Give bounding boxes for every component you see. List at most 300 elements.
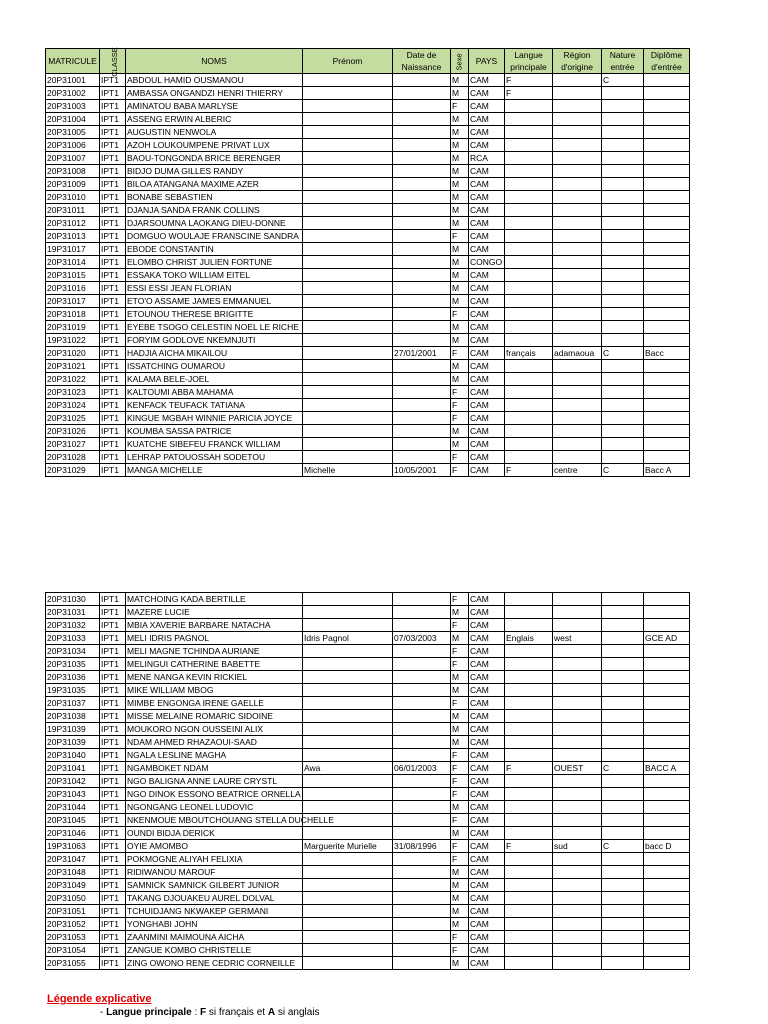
cell-nom: NGONGANG LEONEL LUDOVIC [126,801,303,814]
cell-sexe: M [451,256,469,269]
cell-diplome [644,736,690,749]
cell-pays: CAM [469,723,505,736]
cell-sexe: F [451,619,469,632]
header-prenom: Prénom [303,49,393,74]
cell-diplome [644,957,690,970]
cell-date-naissance [393,282,451,295]
cell-matricule: 20P31012 [46,217,100,230]
legend-title: Légende explicative [47,993,152,1005]
cell-date-naissance [393,256,451,269]
cell-classe: IPT1 [100,814,126,827]
cell-matricule: 20P31037 [46,697,100,710]
cell-prenom [303,658,393,671]
cell-prenom [303,606,393,619]
cell-region [553,308,602,321]
cell-langue [505,879,553,892]
cell-pays: CAM [469,931,505,944]
cell-matricule: 20P31053 [46,931,100,944]
cell-region [553,87,602,100]
cell-nom: NGO BALIGNA ANNE LAURE CRYSTL [126,775,303,788]
cell-region [553,373,602,386]
cell-langue: F [505,762,553,775]
cell-diplome [644,243,690,256]
cell-matricule: 20P31014 [46,256,100,269]
cell-langue: F [505,464,553,477]
cell-classe: IPT1 [100,308,126,321]
cell-nature [602,308,644,321]
cell-sexe: M [451,360,469,373]
table-row [46,866,690,879]
cell-nom: MELINGUI CATHERINE BABETTE [126,658,303,671]
cell-sexe: M [451,165,469,178]
cell-nom: ASSENG ERWIN ALBERIC [126,113,303,126]
cell-prenom [303,282,393,295]
table-row [46,178,690,191]
cell-langue [505,204,553,217]
cell-langue [505,269,553,282]
cell-pays: CAM [469,87,505,100]
cell-nature [602,269,644,282]
cell-nature [602,658,644,671]
cell-sexe: M [451,905,469,918]
cell-classe: IPT1 [100,593,126,606]
cell-region: sud [553,840,602,853]
cell-matricule: 20P31009 [46,178,100,191]
cell-prenom [303,827,393,840]
cell-region [553,425,602,438]
cell-region [553,204,602,217]
cell-nom: KALAMA BELE-JOEL [126,373,303,386]
cell-nom: MELI IDRIS PAGNOL [126,632,303,645]
cell-matricule: 20P31030 [46,593,100,606]
cell-matricule: 20P31025 [46,412,100,425]
cell-sexe: M [451,178,469,191]
cell-sexe: M [451,438,469,451]
cell-langue [505,905,553,918]
cell-date-naissance [393,879,451,892]
cell-pays: CAM [469,671,505,684]
legend-a: A [267,1007,276,1018]
cell-prenom [303,684,393,697]
cell-prenom [303,74,393,87]
cell-region [553,814,602,827]
table-row [46,438,690,451]
cell-nom: ISSATCHING OUMAROU [126,360,303,373]
cell-sexe: M [451,684,469,697]
cell-nature [602,295,644,308]
cell-pays: CAM [469,321,505,334]
cell-classe: IPT1 [100,282,126,295]
table-row [46,619,690,632]
cell-nature [602,256,644,269]
cell-sexe: F [451,593,469,606]
cell-date-naissance [393,749,451,762]
cell-region [553,152,602,165]
header-diplome: Diplôme d'entrée [644,49,690,74]
cell-langue [505,308,553,321]
cell-classe: IPT1 [100,295,126,308]
cell-langue [505,165,553,178]
cell-classe: IPT1 [100,321,126,334]
cell-matricule: 20P31028 [46,451,100,464]
cell-nature [602,931,644,944]
table-row [46,308,690,321]
cell-nature [602,360,644,373]
cell-nature [602,957,644,970]
cell-nature [602,399,644,412]
cell-sexe: M [451,957,469,970]
cell-date-naissance [393,931,451,944]
cell-sexe: F [451,464,469,477]
cell-prenom [303,788,393,801]
cell-pays: CAM [469,295,505,308]
cell-diplome: bacc D [644,840,690,853]
cell-classe: IPT1 [100,931,126,944]
cell-nom: ELOMBO CHRIST JULIEN FORTUNE [126,256,303,269]
cell-langue [505,697,553,710]
table-row [46,399,690,412]
table-row [46,723,690,736]
cell-nom: AMINATOU BABA MARLYSE [126,100,303,113]
cell-diplome [644,321,690,334]
cell-nature [602,606,644,619]
cell-region [553,113,602,126]
table-row [46,905,690,918]
cell-date-naissance [393,360,451,373]
cell-diplome [644,87,690,100]
cell-classe: IPT1 [100,373,126,386]
cell-date-naissance [393,944,451,957]
cell-diplome [644,451,690,464]
table-row [46,606,690,619]
cell-langue [505,386,553,399]
cell-classe: IPT1 [100,100,126,113]
cell-region [553,386,602,399]
cell-region [553,957,602,970]
table-row [46,918,690,931]
cell-prenom [303,879,393,892]
cell-sexe: F [451,944,469,957]
cell-langue [505,113,553,126]
cell-nom: NKENMOUE MBOUTCHOUANG STELLA DUCHELLE [127,815,334,825]
cell-nature [602,425,644,438]
cell-pays: CAM [469,645,505,658]
cell-date-naissance [393,918,451,931]
cell-diplome [644,814,690,827]
cell-nom: OUNDI BIDJA DERICK [126,827,303,840]
cell-nom: KENFACK TEUFACK TATIANA [126,399,303,412]
table-row [46,762,690,775]
cell-sexe: F [451,399,469,412]
cell-diplome [644,126,690,139]
cell-diplome [644,658,690,671]
cell-nature [602,87,644,100]
cell-matricule: 19P31039 [46,723,100,736]
cell-prenom [303,139,393,152]
cell-classe: IPT1 [100,87,126,100]
cell-prenom [303,905,393,918]
cell-prenom [303,230,393,243]
cell-diplome [644,113,690,126]
cell-sexe: M [451,113,469,126]
cell-sexe: M [451,74,469,87]
cell-prenom [303,126,393,139]
cell-region [553,593,602,606]
cell-diplome [644,905,690,918]
cell-sexe: M [451,269,469,282]
cell-nature [602,191,644,204]
cell-region [553,360,602,373]
table-row [46,191,690,204]
cell-diplome [644,775,690,788]
cell-classe: IPT1 [100,749,126,762]
cell-matricule: 20P31043 [46,788,100,801]
cell-region [553,606,602,619]
cell-diplome [644,749,690,762]
cell-nom: YONGHABI JOHN [126,918,303,931]
cell-classe: IPT1 [100,360,126,373]
cell-pays: RCA [469,152,505,165]
cell-langue [505,282,553,295]
cell-classe: IPT1 [100,775,126,788]
cell-prenom [303,347,393,360]
table-row [46,256,690,269]
cell-langue [505,178,553,191]
cell-matricule: 20P31027 [46,438,100,451]
cell-matricule: 20P31045 [46,814,100,827]
cell-sexe: M [451,243,469,256]
cell-prenom [303,321,393,334]
cell-matricule: 20P31002 [46,87,100,100]
cell-pays: CAM [469,126,505,139]
cell-region [553,438,602,451]
cell-prenom [303,165,393,178]
cell-matricule: 20P31050 [46,892,100,905]
cell-diplome [644,684,690,697]
cell-langue [505,866,553,879]
cell-nature [602,723,644,736]
cell-pays: CAM [469,178,505,191]
table-row [46,775,690,788]
header-noms: NOMS [126,49,303,74]
cell-diplome [644,944,690,957]
student-table-top [45,48,690,477]
cell-nom: AZOH LOUKOUMPENE PRIVAT LUX [126,139,303,152]
cell-nature [602,243,644,256]
cell-date-naissance [393,710,451,723]
cell-classe: IPT1 [100,723,126,736]
cell-nature [602,866,644,879]
cell-matricule: 20P31003 [46,100,100,113]
cell-pays: CAM [469,905,505,918]
cell-langue [505,295,553,308]
cell-sexe: M [451,723,469,736]
cell-langue: Englais [505,632,553,645]
cell-region [553,723,602,736]
table-row [46,347,690,360]
cell-nature [602,386,644,399]
cell-date-naissance [393,217,451,230]
cell-pays: CAM [469,918,505,931]
cell-matricule: 20P31020 [46,347,100,360]
cell-langue [505,827,553,840]
cell-prenom [303,723,393,736]
table-row [46,74,690,87]
legend-f: F [200,1007,207,1018]
cell-nom: NDAM AHMED RHAZAOUI-SAAD [126,736,303,749]
table-row [46,788,690,801]
cell-nom: SAMNICK SAMNICK GILBERT JUNIOR [126,879,303,892]
table-row [46,321,690,334]
cell-date-naissance [393,295,451,308]
cell-langue [505,788,553,801]
table-row [46,451,690,464]
cell-region [553,749,602,762]
cell-classe: IPT1 [100,74,126,87]
cell-pays: CAM [469,113,505,126]
cell-nature [602,178,644,191]
cell-classe: IPT1 [100,438,126,451]
cell-classe: IPT1 [100,152,126,165]
table-row [46,165,690,178]
cell-matricule: 20P31005 [46,126,100,139]
cell-nature [602,593,644,606]
legend-line [100,1007,320,1018]
cell-matricule: 20P31010 [46,191,100,204]
cell-sexe: M [451,892,469,905]
cell-sexe: F [451,840,469,853]
cell-classe: IPT1 [100,165,126,178]
cell-prenom [303,645,393,658]
cell-diplome [644,866,690,879]
legend-prefix: - [100,1007,107,1018]
cell-matricule: 20P31046 [46,827,100,840]
cell-region: centre [553,464,602,477]
cell-nature [602,918,644,931]
cell-classe: IPT1 [100,113,126,126]
cell-nom: BAOU-TONGONDA BRICE BERENGER [126,152,303,165]
cell-langue [505,814,553,827]
cell-classe: IPT1 [100,464,126,477]
cell-nature [602,230,644,243]
cell-region [553,74,602,87]
cell-prenom [303,204,393,217]
legend-text1: si français et [206,1007,268,1018]
cell-date-naissance [393,243,451,256]
cell-sexe: F [451,308,469,321]
cell-matricule: 20P31044 [46,801,100,814]
cell-nom: KOUMBA SASSA PATRICE [126,425,303,438]
cell-nom: MANGA MICHELLE [126,464,303,477]
cell-matricule: 20P31019 [46,321,100,334]
cell-classe: IPT1 [100,606,126,619]
cell-prenom: Michelle [303,464,393,477]
cell-diplome [644,619,690,632]
cell-pays: CAM [469,710,505,723]
table-row [46,853,690,866]
header-pays: PAYS [469,49,505,74]
cell-nature [602,775,644,788]
cell-prenom [303,334,393,347]
table-row [46,684,690,697]
cell-matricule: 20P31026 [46,425,100,438]
cell-diplome [644,827,690,840]
cell-prenom [303,425,393,438]
cell-diplome [644,204,690,217]
cell-nature [602,165,644,178]
cell-sexe: M [451,321,469,334]
cell-sexe: M [451,879,469,892]
cell-sexe: F [451,347,469,360]
cell-nature [602,827,644,840]
cell-classe: IPT1 [100,866,126,879]
cell-classe: IPT1 [100,334,126,347]
cell-matricule: 20P31032 [46,619,100,632]
cell-matricule: 20P31015 [46,269,100,282]
cell-diplome [644,308,690,321]
table-row [46,827,690,840]
cell-prenom [303,671,393,684]
cell-classe: IPT1 [100,243,126,256]
cell-langue [505,931,553,944]
cell-pays: CAM [469,801,505,814]
cell-nature [602,217,644,230]
cell-sexe: M [451,217,469,230]
cell-diplome: Bacc A [644,464,690,477]
cell-date-naissance [393,191,451,204]
cell-sexe: M [451,126,469,139]
table-row [46,126,690,139]
cell-region [553,178,602,191]
cell-sexe: M [451,425,469,438]
cell-region [553,736,602,749]
cell-pays: CAM [469,775,505,788]
cell-sexe: F [451,645,469,658]
cell-prenom [303,217,393,230]
cell-matricule: 20P31040 [46,749,100,762]
cell-nature [602,944,644,957]
cell-region [553,100,602,113]
cell-langue: français [505,347,553,360]
cell-nature [602,373,644,386]
cell-pays: CAM [469,684,505,697]
cell-matricule: 20P31034 [46,645,100,658]
cell-date-naissance [393,334,451,347]
cell-classe: IPT1 [100,412,126,425]
table-row [46,957,690,970]
cell-nom: RIDIWANOU MAROUF [126,866,303,879]
cell-pays: CAM [469,619,505,632]
cell-langue [505,671,553,684]
cell-prenom [303,438,393,451]
cell-nom: MISSE MELAINE ROMARIC SIDOINE [126,710,303,723]
cell-pays: CAM [469,697,505,710]
cell-prenom [303,775,393,788]
cell-classe: IPT1 [100,399,126,412]
cell-date-naissance [393,866,451,879]
cell-classe: IPT1 [100,230,126,243]
cell-matricule: 20P31007 [46,152,100,165]
cell-nom: ETOUNOU THERESE BRIGITTE [126,308,303,321]
cell-region [553,256,602,269]
cell-diplome [644,606,690,619]
cell-date-naissance [393,425,451,438]
table-body-bottom [46,593,690,970]
legend-text2: si anglais [275,1007,320,1018]
header-classe: CLASSE [100,49,126,74]
cell-classe: IPT1 [100,139,126,152]
cell-matricule: 20P31006 [46,139,100,152]
